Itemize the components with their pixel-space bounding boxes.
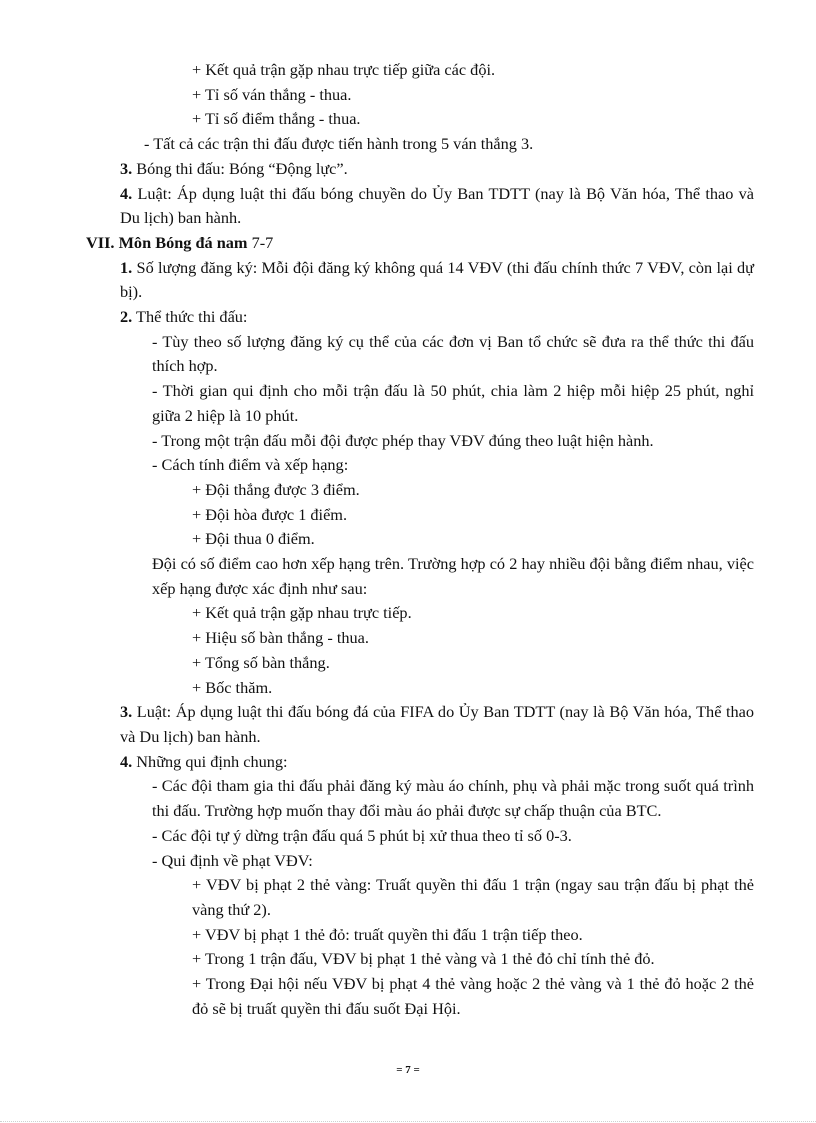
ranking-paragraph: Đội có số điểm cao hơn xếp hạng trên. Trường hợp có 2 hay nhiều đội bằng điểm nhau, việc xếp hạng được xác định như sau: [152, 554, 754, 598]
criterion-head-to-head: + Kết quả trận gặp nhau trực tiếp giữa các đội. [192, 60, 496, 79]
football-law-clause [86, 700, 754, 749]
format-item: - Cách tính điểm và xếp hạng: [152, 455, 349, 475]
points-item: + Đội thua 0 điểm. [192, 529, 315, 549]
volleyball-law-clause [86, 182, 754, 231]
tiebreak-item: + Bốc thăm. [192, 677, 273, 697]
penalty-item: + VĐV bị phạt 1 thẻ đỏ: truất quyền thi đấu 1 trận tiếp theo. [192, 924, 583, 944]
rule-item: - Các đội tự ý dừng trận đấu quá 5 phút bị xử thua theo tỉ số 0-3. [152, 825, 572, 845]
clause-text: Luật: Áp dụng luật thi đấu bóng đá của FIFA do Ủy Ban TDTT (nay là Bộ Văn hóa, Thể thao và Du lịch) ban hành. [120, 702, 754, 746]
page-bottom-divider [0, 1121, 816, 1122]
clause-number: 2. [120, 307, 133, 327]
rule-item: - Qui định về phạt VĐV: [152, 850, 313, 870]
clause-text: Số lượng đăng ký: Mỗi đội đăng ký không quá 14 VĐV (thi đấu chính thức 7 VĐV, còn lại dự bị). [120, 257, 755, 302]
clause-number: 3. [120, 702, 133, 722]
document-page [86, 58, 754, 1021]
criterion-point-ratio: + Tỉ số điểm thắng - thua. [192, 109, 361, 129]
clause-text: Bóng thi đấu: Bóng “Động lực”. [136, 158, 348, 178]
clause-number: 4. [120, 751, 133, 771]
format-item: - Trong một trận đấu mỗi đội được phép thay VĐV đúng theo luật hiện hành. [152, 430, 654, 450]
points-item: + Đội hòa được 1 điểm. [192, 504, 348, 524]
clause-text: Luật: Áp dụng luật thi đấu bóng chuyền do Ủy Ban TDTT (nay là Bộ Văn hóa, Thể thao và Du lịch) ban hành. [120, 183, 754, 228]
competition-format-clause [86, 305, 754, 330]
section-heading-football [86, 231, 754, 256]
penalty-item: + Trong 1 trận đấu, VĐV bị phạt 1 thẻ vàng và 1 thẻ đỏ chỉ tính thẻ đỏ. [192, 949, 655, 969]
tiebreak-item: + Tổng số bàn thắng. [192, 652, 330, 672]
registration-clause [86, 256, 754, 305]
format-item: - Thời gian qui định cho mỗi trận đấu là 50 phút, chia làm 2 hiệp mỗi hiệp 25 phút, nghỉ giữa 2 hiệp là 10 phút. [152, 381, 754, 425]
general-rules-clause [86, 750, 754, 775]
match-format-note: - Tất cả các trận thi đấu được tiến hành trong 5 ván thắng 3. [144, 134, 534, 154]
points-item: + Đội thắng được 3 điểm. [192, 479, 360, 499]
page-number: = 7 = [396, 1064, 420, 1076]
penalty-item: + VĐV bị phạt 2 thẻ vàng: Truất quyền thi đấu 1 trận (ngay sau trận đấu bị phạt thẻ vàng thứ 2). [192, 875, 754, 919]
clause-number: 3. [120, 158, 133, 178]
tiebreak-item: + Kết quả trận gặp nhau trực tiếp. [192, 603, 412, 623]
clause-number: 1. [120, 257, 133, 277]
clause-text: Thể thức thi đấu: [136, 307, 248, 327]
penalty-item: + Trong Đại hội nếu VĐV bị phạt 4 thẻ vàng hoặc 2 thẻ vàng và 1 thẻ đỏ hoặc 2 thẻ đỏ sẽ bị truất quyền thi đấu suốt Đại Hội. [192, 974, 754, 1018]
format-item: - Tùy theo số lượng đăng ký cụ thể của các đơn vị Ban tổ chức sẽ đưa ra thể thức thi đấu thích hợp. [152, 331, 754, 376]
clause-number: 4. [120, 183, 133, 203]
criterion-set-ratio: + Tỉ số ván thắng - thua. [192, 84, 352, 104]
tiebreak-item: + Hiệu số bàn thắng - thua. [192, 628, 369, 648]
section-format: 7-7 [251, 232, 274, 252]
section-title: VII. Môn Bóng đá nam [86, 232, 248, 252]
rule-item: - Các đội tham gia thi đấu phải đăng ký màu áo chính, phụ và phải mặc trong suốt quá trình thi đấu. Trường hợp muốn thay đổi màu áo phải được sự chấp thuận của BTC. [152, 776, 754, 821]
ball-clause [86, 157, 754, 182]
clause-text: Những qui định chung: [136, 751, 288, 771]
